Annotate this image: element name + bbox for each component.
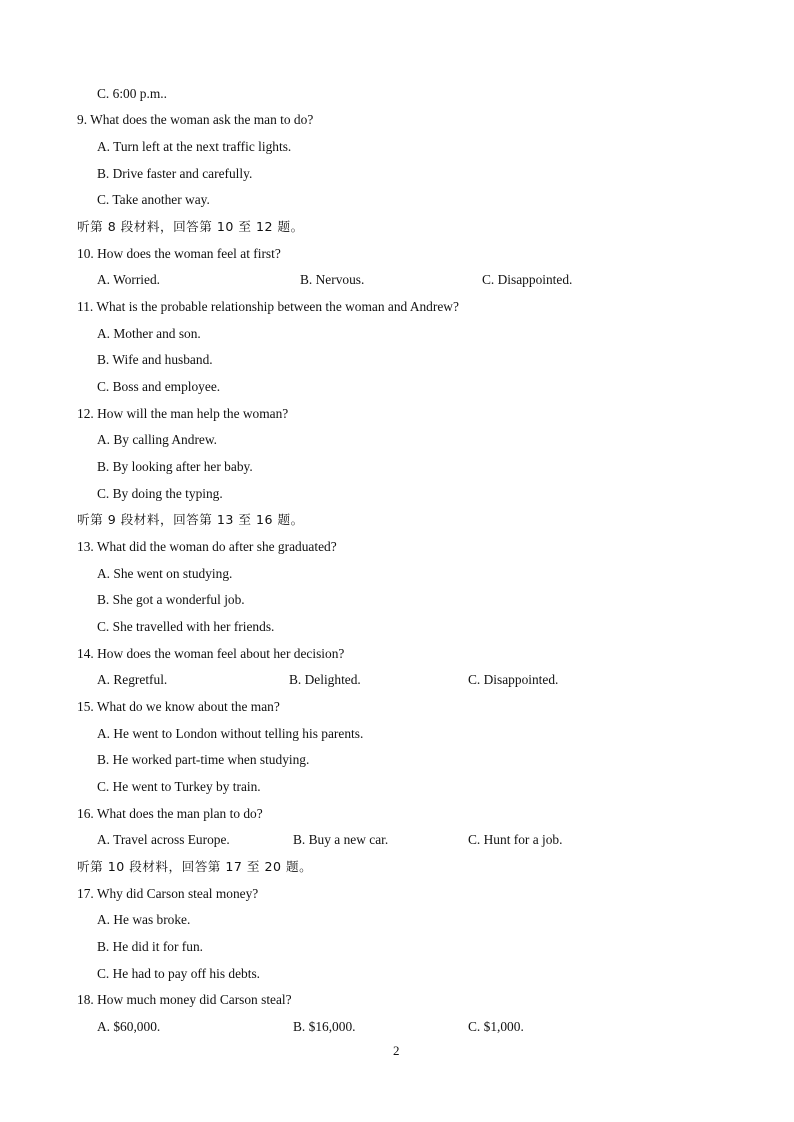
option-15b: B. He worked part-time when studying. <box>97 752 310 767</box>
option-13b: B. She got a wonderful job. <box>97 592 245 607</box>
option-18a: A. $60,000. <box>97 1019 161 1034</box>
question-18: 18. How much money did Carson steal? <box>77 992 292 1007</box>
option-16a: A. Travel across Europe. <box>97 832 230 847</box>
option-10a: A. Worried. <box>97 272 161 287</box>
question-17: 17. Why did Carson steal money? <box>77 886 259 901</box>
option-9a: A. Turn left at the next traffic lights. <box>97 139 292 154</box>
option-17b: B. He did it for fun. <box>97 939 203 954</box>
option-12b: B. By looking after her baby. <box>97 459 253 474</box>
option-17a: A. He was broke. <box>97 912 191 927</box>
section-heading-10: 听第 10 段材料，回答第 17 至 20 题。 <box>77 859 313 874</box>
question-12: 12. How will the man help the woman? <box>77 406 289 421</box>
option-11b: B. Wife and husband. <box>97 352 213 367</box>
option-12c: C. By doing the typing. <box>97 486 223 501</box>
question-15: 15. What do we know about the man? <box>77 699 280 714</box>
option-11c: C. Boss and employee. <box>97 379 221 394</box>
option-9b: B. Drive faster and carefully. <box>97 166 253 181</box>
option-13c: C. She travelled with her friends. <box>97 619 275 634</box>
option-8c: C. 6:00 p.m.. <box>97 86 167 101</box>
option-14c: C. Disappointed. <box>468 672 559 687</box>
option-11a: A. Mother and son. <box>97 326 201 341</box>
option-15a: A. He went to London without telling his parents. <box>97 726 364 741</box>
question-16: 16. What does the man plan to do? <box>77 806 263 821</box>
option-13a: A. She went on studying. <box>97 566 233 581</box>
option-14b: B. Delighted. <box>289 672 361 687</box>
option-14a: A. Regretful. <box>97 672 168 687</box>
option-16c: C. Hunt for a job. <box>468 832 563 847</box>
question-9: 9. What does the woman ask the man to do? <box>77 112 314 127</box>
option-18b: B. $16,000. <box>293 1019 356 1034</box>
option-18c: C. $1,000. <box>468 1019 524 1034</box>
question-13: 13. What did the woman do after she graduated? <box>77 539 337 554</box>
section-heading-9: 听第 9 段材料，回答第 13 至 16 题。 <box>77 512 304 527</box>
question-11: 11. What is the probable relationship between the woman and Andrew? <box>77 299 459 314</box>
option-10c: C. Disappointed. <box>482 272 573 287</box>
option-10b: B. Nervous. <box>300 272 365 287</box>
page-number: 2 <box>393 1043 400 1058</box>
option-17c: C. He had to pay off his debts. <box>97 966 261 981</box>
option-9c: C. Take another way. <box>97 192 210 207</box>
option-15c: C. He went to Turkey by train. <box>97 779 261 794</box>
question-10: 10. How does the woman feel at first? <box>77 246 281 261</box>
option-12a: A. By calling Andrew. <box>97 432 217 447</box>
section-heading-8: 听第 8 段材料，回答第 10 至 12 题。 <box>77 219 304 234</box>
option-16b: B. Buy a new car. <box>293 832 389 847</box>
question-14: 14. How does the woman feel about her decision? <box>77 646 345 661</box>
